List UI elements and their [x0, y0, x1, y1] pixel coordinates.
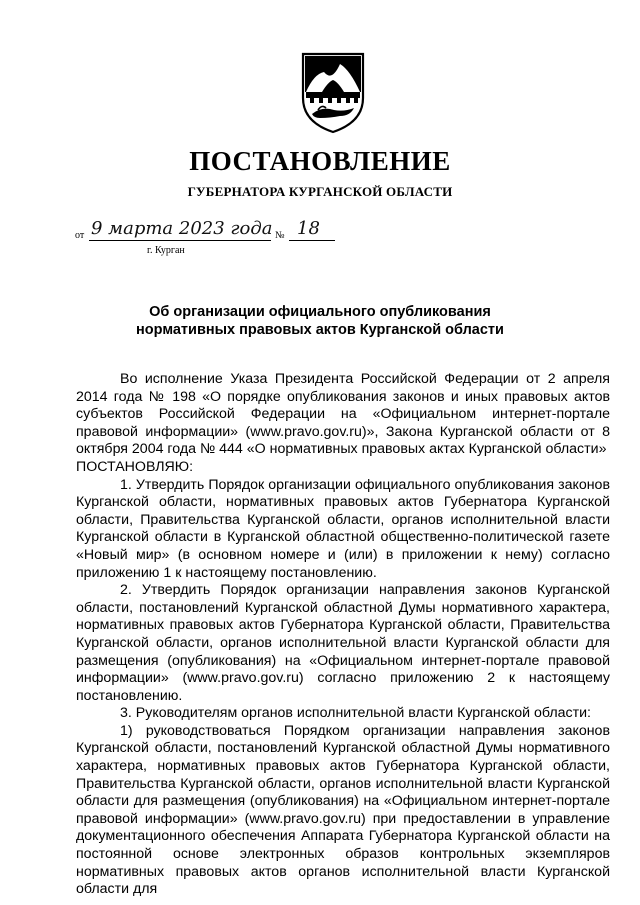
date-underline: [89, 240, 271, 241]
document-body: [76, 371, 610, 899]
number-label: №: [275, 230, 285, 241]
date-from-label: от: [75, 230, 85, 241]
document-heading: [0, 303, 640, 339]
document-title: ПОСТАНОВЛЕНИЕ: [189, 146, 451, 176]
paragraph-item-3-1: 1) руководствоваться Порядком организации направления законов Курганской области, постановлений Курганской областной Думы нормативного характера, нормативных правовых актов Губернатора Курганской области, Правительства Курганской области, органов исполнительной власти Курганской области для размещения (опубликования) на «Официальном интернет-портале правовой информации» (www.pravo.gov.ru) при предоставлении в управление документационного обеспечения Аппарата Губернатора Курганской области на постоянной основе электронных образов контрольных экземпляров нормативных правовых актов органов исполнительной власти Курганской области для: [76, 722, 610, 898]
paragraph-preamble: Во исполнение Указа Президента Российской Федерации от 2 апреля 2014 года № 198 «О порядке опубликования законов и иных правовых актов субъектов Российской Федерации на «Официальном интернет-портале правовой информации» (www.pravo.gov.ru)», Закона Курганской области от 8 октября 2004 года № 444 «О нормативных правовых актах Курганской области»: [76, 371, 610, 458]
document-date-number-line: [75, 218, 375, 262]
paragraph-item-3: 3. Руководителям органов исполнительной власти Курганской области:: [120, 705, 591, 722]
heading-line-2: нормативных правовых актов Курганской области: [136, 322, 504, 338]
paragraph-resolve: ПОСТАНОВЛЯЮ:: [76, 458, 194, 475]
heading-line-1: Об организации официального опубликования: [149, 304, 491, 320]
kurgan-region-coat-of-arms-icon: [300, 52, 366, 134]
paragraph-item-2: 2. Утвердить Порядок организации направления законов Курганской области, постановлений Курганской областной Думы нормативного характера, нормативных правовых актов Губернатора Курганской области, Правительства Курганской области, органов исполнительной власти Курганской области для размещения (опубликования) на «Официальном интернет-портале правовой информации» (www.pravo.gov.ru) согласно приложению 2 к настоящему постановлению.: [76, 582, 610, 704]
number-underline: [289, 240, 335, 241]
paragraph-item-1: 1. Утвердить Порядок организации официального опубликования законов Курганской области, нормативных правовых актов Губернатора Курганской области, Правительства Курганской области, органов исполнительной власти Курганской области в Курганской областной общественно-политической газете «Новый мир» (в основном номере и (или) в приложении к нему) согласно приложению 1 к настоящему постановлению.: [76, 476, 610, 581]
handwritten-date: 9 марта 2023 года: [91, 218, 273, 239]
document-subtitle: ГУБЕРНАТОРА КУРГАНСКОЙ ОБЛАСТИ: [187, 184, 453, 199]
handwritten-number: 18: [297, 218, 320, 239]
city-label: г. Курган: [147, 245, 185, 256]
